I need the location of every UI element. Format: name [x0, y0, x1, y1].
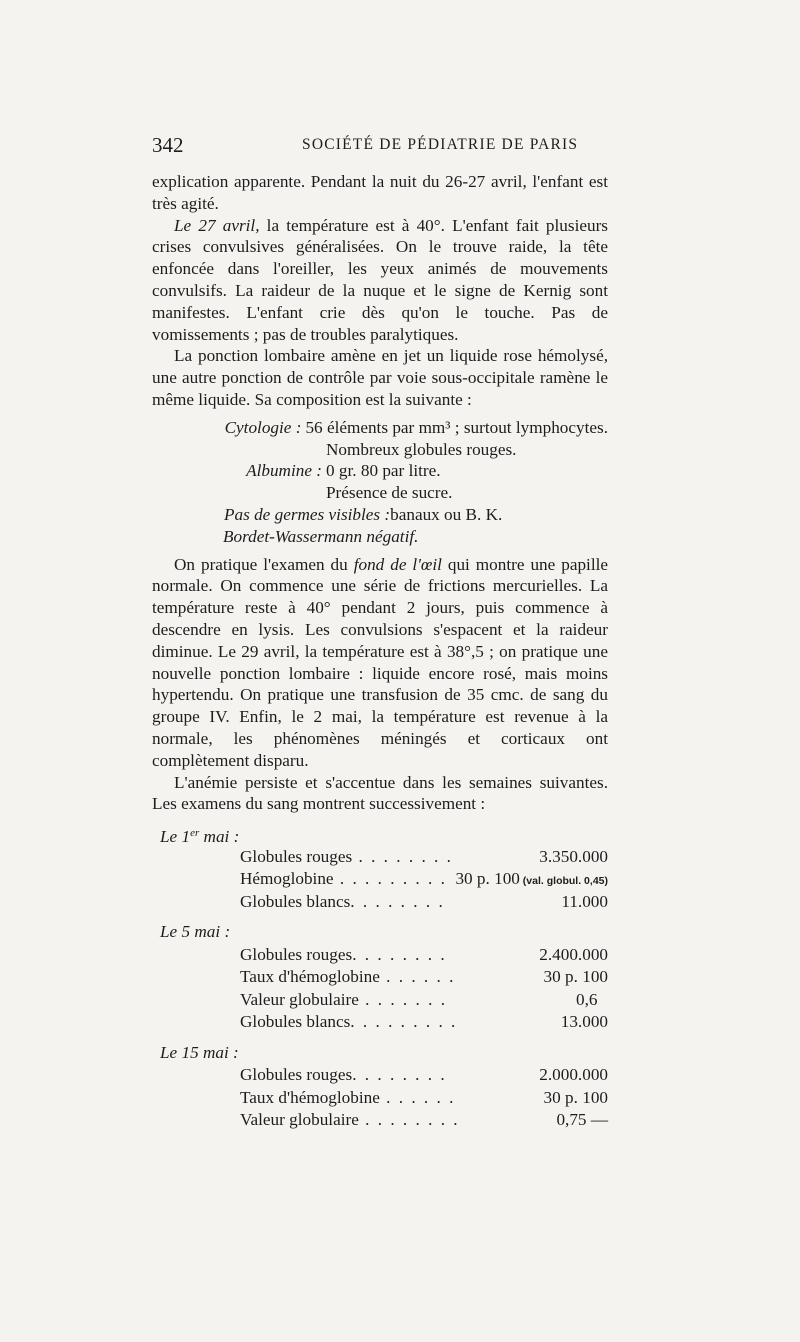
blood-label-text: Globules rouges [240, 944, 353, 964]
blood-label-text: Globules rouges [240, 1065, 353, 1085]
blood-label [240, 1011, 561, 1034]
blood-row [152, 1011, 608, 1034]
blood-label [240, 966, 544, 989]
leader-dots: . . . . . . [379, 1087, 456, 1107]
blood-value-text: 0,75 — [556, 1110, 608, 1130]
blood-label-text: Taux d'hémoglobine [240, 1087, 380, 1107]
paragraph-2-text: la température est à 40°. L'enfant fait plusieurs crises convulsives généralisées. On le trouve raide, la tête enfoncée dans l'oreiller, les yeux animés de mouvements convulsifs. La raideur de la nuque et le signe de Kernig sont manifestes. L'enfant crie dès qu'on le touche. Pas de vomissements ; pas de troubles paralytiques. [152, 215, 608, 344]
exam-date [152, 823, 608, 846]
blood-value [539, 846, 608, 869]
exam-date [152, 921, 608, 944]
blood-label-text: Valeur globulaire [240, 1110, 359, 1130]
blood-label [240, 1087, 544, 1110]
exam-date-suffix: mai : [199, 827, 240, 847]
paragraph-4-start: On pratique l'examen du [174, 554, 354, 574]
germes-value: banaux ou B. K. [390, 504, 503, 524]
paragraph-1: explication apparente. Pendant la nuit du 26-27 avril, l'enfant est très agité. [152, 172, 608, 213]
albumine-row [152, 460, 608, 482]
blood-value [455, 868, 608, 891]
blood-row [152, 966, 608, 989]
leader-dots: . . . . . . . . [358, 1110, 460, 1130]
page-number: 342 [152, 133, 184, 157]
blood-value-text: 2.000.000 [539, 1065, 608, 1085]
albumine-value: 0 gr. 80 par litre. [326, 461, 441, 481]
csf-composition [152, 417, 608, 548]
date-27-avril: Le 27 avril, [174, 215, 260, 235]
blood-value [539, 944, 608, 967]
body-text [152, 171, 608, 1132]
blood-label [240, 846, 539, 869]
cytologie-row [152, 417, 608, 439]
blood-row [152, 1087, 608, 1110]
running-head: SOCIÉTÉ DE PÉDIATRIE DE PARIS [302, 136, 579, 153]
albumine-label: Albumine : [246, 461, 322, 481]
paragraph-5: L'anémie persiste et s'accentue dans les semaines suivantes. Les examens du sang montrent successivement : [152, 772, 608, 814]
blood-value-text: 11.000 [561, 891, 608, 911]
blood-label-text: Taux d'hémoglobine [240, 967, 380, 987]
globules-value: Nombreux globules rouges. [326, 439, 517, 459]
blood-row [152, 868, 608, 891]
blood-row [152, 1064, 608, 1087]
blood-label-text: Globules rouges [240, 846, 353, 866]
bordet-label: Bordet-Wassermann [223, 526, 363, 546]
exam-date-text: Le 1 [160, 827, 191, 847]
blood-value [561, 1011, 608, 1034]
page-header [152, 133, 608, 157]
blood-value-text: 0,6 [576, 989, 598, 1009]
blood-row [152, 846, 608, 869]
blood-value-text: 30 p. 100 [543, 967, 608, 987]
leader-dots: . . . . . . . . . [333, 869, 447, 889]
blood-row [152, 989, 608, 1012]
blood-value-note: (val. globul. 0,45) [519, 875, 608, 888]
exam-date-sup: er [190, 827, 200, 840]
blood-value-text: 2.400.000 [539, 944, 608, 964]
blood-label-text: Valeur globulaire [240, 989, 359, 1009]
cytologie-value: 56 éléments par mm³ ; surtout lymphocytes. [305, 417, 608, 437]
sucre-value: Présence de sucre. [326, 483, 453, 503]
blood-row [152, 944, 608, 967]
exam-date-text: Le 5 mai : [160, 922, 231, 942]
blood-label-text: Hémoglobine [240, 869, 334, 889]
blood-value [544, 966, 608, 989]
blood-value [556, 1109, 608, 1132]
blood-label-text: Globules blancs [240, 891, 351, 911]
paragraph-3: La ponction lombaire amène en jet un liquide rose hémolysé, une autre ponction de contrôle par voie sous-occipitale ramène le même liquide. Sa composition est la suivante : [152, 346, 608, 409]
leader-dots: . . . . . . . [358, 989, 447, 1009]
blood-value [539, 1064, 608, 1087]
blood-value [544, 1087, 608, 1110]
germes-row [152, 504, 608, 526]
blood-value [561, 891, 608, 914]
bordet-value: négatif. [366, 526, 419, 546]
blood-row [152, 891, 608, 914]
paragraph-4-rest: qui montre une papille normale. On commence une série de frictions mercurielles. La température reste à 40° pendant 2 jours, puis commence à descendre en lysis. Les convulsions s'espacent et la raideur diminue. Le 29 avril, la température est à 38°,5 ; on pratique une nouvelle ponction lombaire : liquide encore rosé, mais moins hypertendu. On pratique une transfusion de 35 cmc. de sang du groupe IV. Enfin, le 2 mai, la température est revenue à la normale, les phénomènes méningés et corticaux ont complètement disparu. [152, 554, 608, 770]
leader-dots: . . . . . . . . [352, 846, 453, 866]
blood-label [240, 891, 561, 914]
paragraph-2 [152, 215, 608, 346]
blood-label [240, 1109, 556, 1132]
leader-dots: . . . . . . . . [352, 1065, 447, 1085]
germes-label: Pas de germes visibles : [224, 504, 391, 524]
exam-date [152, 1042, 608, 1065]
blood-label [240, 868, 455, 891]
paragraph-4 [152, 554, 608, 772]
blood-value [576, 989, 597, 1012]
cytologie-label: Cytologie : [224, 417, 302, 437]
blood-label [240, 1064, 539, 1087]
blood-value-text: 13.000 [560, 1012, 608, 1032]
leader-dots: . . . . . . . . [352, 944, 447, 964]
leader-dots: . . . . . . [379, 967, 456, 987]
fond-oeil: fond de l'œil [353, 554, 442, 574]
blood-label-text: Globules blancs [240, 1012, 351, 1032]
sucre-row [152, 482, 608, 504]
blood-value-text: 30 p. 100 [543, 1087, 608, 1107]
globules-row [152, 439, 608, 461]
blood-value-text: 30 p. 100 [455, 869, 520, 889]
exam-date-text: Le 15 mai : [160, 1042, 239, 1062]
blood-exams [152, 823, 608, 1132]
blood-label [240, 989, 576, 1012]
blood-row [152, 1109, 608, 1132]
leader-dots: . . . . . . . . . [350, 1012, 458, 1032]
blood-value-text: 3.350.000 [539, 846, 608, 866]
blood-label [240, 944, 539, 967]
leader-dots: . . . . . . . . [350, 891, 445, 911]
bordet-row [152, 526, 608, 548]
